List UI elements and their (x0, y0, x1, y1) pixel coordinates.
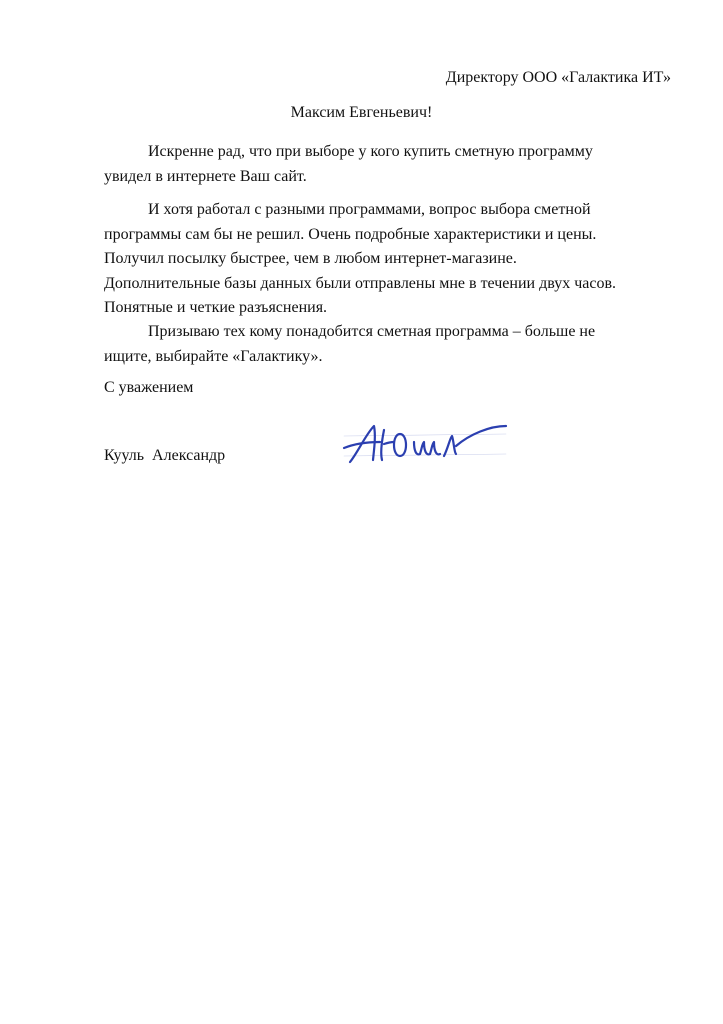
paragraph-line: Понятные и четкие разъяснения. (104, 299, 328, 316)
paragraph-line: Искренне рад, что при выборе у кого купить сметную программу (148, 143, 593, 160)
paragraph-line: И хотя работал с разными программами, вопрос выбора сметной (148, 201, 591, 218)
closing-phrase: С уважением (104, 379, 194, 396)
sender-name: Кууль Александр (104, 447, 226, 464)
paragraph-line: Дополнительные базы данных были отправлены мне в течении двух часов. (104, 274, 617, 292)
paragraph-2 (104, 198, 664, 321)
paragraph-3 (104, 320, 664, 369)
paragraph-line: ищите, выбирайте «Галактику». (104, 347, 323, 365)
paragraph-line: Призываю тех кому понадобится сметная программа – больше не (148, 323, 596, 340)
paragraph-1 (104, 140, 664, 189)
salutation: Максим Евгеньевич! (290, 104, 433, 121)
paragraph-line: программы сам бы не решил. Очень подробные характеристики и цены. (104, 225, 597, 243)
handwritten-signature (340, 412, 510, 470)
paragraph-line: Получил посылку быстрее, чем в любом интернет-магазине. (104, 250, 517, 267)
addressee-line: Директору ООО «Галактика ИТ» (445, 69, 671, 86)
paragraph-line: увидел в интернете Ваш сайт. (104, 167, 307, 185)
